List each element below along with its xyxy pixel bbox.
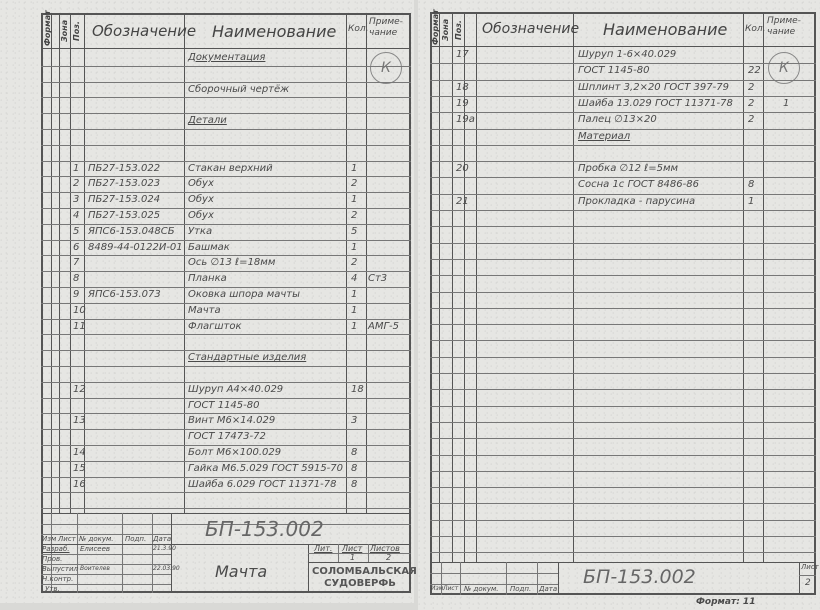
row-divider	[430, 536, 816, 537]
name-cell: Сосна 1с ГОСТ 8486-86	[578, 179, 699, 191]
name-cell: Палец ∅13×20	[578, 114, 657, 126]
label-sheet: Лист	[801, 563, 819, 571]
row-divider	[41, 287, 411, 288]
row-divider	[41, 303, 411, 304]
row-divider	[430, 455, 816, 456]
row-divider	[430, 389, 816, 390]
name-cell: Документация	[188, 52, 266, 63]
row-divider	[41, 477, 411, 478]
quantity-cell: 1	[351, 162, 358, 174]
quantity-cell: 1	[351, 304, 358, 316]
designation-cell: ПБ27-153.024	[88, 194, 161, 206]
row-divider	[41, 508, 411, 509]
name-cell: Флагшток	[188, 320, 242, 332]
row-divider	[41, 129, 411, 130]
row-divider	[430, 80, 816, 81]
position-number: 19	[456, 97, 469, 109]
col-divider	[573, 12, 574, 562]
row-divider	[430, 422, 816, 423]
document-number: БП-153.002	[205, 517, 324, 541]
position-number: 21	[456, 195, 469, 207]
col-header-note	[369, 17, 403, 39]
label-data: Дата	[539, 585, 558, 593]
col-header-qty: Кол.	[745, 24, 766, 34]
company-line-1: СОЛОМБАЛЬСКАЯ	[312, 566, 417, 577]
row-divider	[41, 398, 411, 399]
col-divider	[84, 13, 85, 513]
row-divider	[430, 259, 816, 260]
tb-row	[799, 575, 816, 576]
row-divider	[430, 503, 816, 504]
col-divider	[70, 13, 71, 513]
designation-cell: ПБ27-153.023	[88, 178, 161, 190]
row-divider	[41, 255, 411, 256]
row-divider	[41, 461, 411, 462]
header-divider	[41, 48, 411, 49]
label-ndocum: № докум.	[464, 585, 499, 593]
position-number: 15	[73, 462, 86, 474]
col-header-name: Наименование	[603, 20, 728, 39]
name-cell: Шайба 6.029 ГОСТ 11371-78	[188, 478, 337, 490]
quantity-cell: 2	[748, 114, 755, 126]
row-divider	[430, 406, 816, 407]
col-divider	[59, 13, 60, 513]
row-divider	[41, 240, 411, 241]
title-block-top	[41, 513, 411, 514]
name-cell: Детали	[188, 115, 227, 127]
row-divider	[430, 226, 816, 227]
name-cell: Планка	[188, 273, 227, 285]
name-cell: Шуруп А4×40.029	[188, 383, 284, 395]
row-divider	[430, 177, 816, 178]
quantity-cell: 8	[351, 478, 358, 490]
row-divider	[430, 292, 816, 293]
row-divider	[430, 552, 816, 553]
name-cell: Шуруп 1-6×40.029	[578, 49, 677, 60]
row-divider	[41, 429, 411, 430]
quantity-cell: 2	[748, 97, 755, 109]
row-divider	[430, 161, 816, 162]
quantity-cell: 2	[351, 257, 358, 269]
quantity-cell: 3	[351, 415, 358, 427]
row-divider	[430, 340, 816, 341]
row-divider	[430, 63, 816, 64]
row-divider	[430, 129, 816, 130]
name-cell: Шайба 13.029 ГОСТ 11371-78	[578, 97, 733, 109]
label-podp: Подп.	[125, 535, 147, 543]
header-divider	[430, 46, 816, 47]
col-divider	[476, 12, 477, 562]
name-cell: Винт М6×14.029	[188, 415, 276, 427]
row-divider	[430, 373, 816, 374]
position-number: 10	[73, 304, 86, 316]
label-lit: Лит.	[314, 544, 333, 553]
note-cell: АМГ-5	[368, 320, 400, 332]
name-cell: ГОСТ 17473-72	[188, 431, 266, 443]
name-cell: Прокладка - парусина	[578, 195, 696, 207]
col-divider	[464, 12, 465, 562]
row-divider	[41, 208, 411, 209]
position-number: 8	[73, 273, 80, 285]
quantity-cell: 1	[351, 289, 358, 300]
name-cell: ГОСТ 1145-80	[578, 65, 650, 77]
note-cell: Ст3	[368, 273, 388, 285]
name-cell: ГОСТ 1145-80	[188, 399, 260, 411]
label-ndocum: № докум.	[79, 535, 114, 543]
tb-col	[799, 562, 800, 595]
row-divider	[430, 308, 816, 309]
row-divider	[41, 66, 411, 67]
name-cell: Обух	[188, 178, 214, 190]
col-divider	[439, 12, 440, 562]
col-header-format: Формат	[431, 9, 440, 45]
row-divider	[430, 96, 816, 97]
position-number: 4	[73, 210, 80, 221]
quantity-cell: 2	[748, 81, 755, 93]
vypustil-date: 22.03.90	[153, 565, 180, 572]
position-number: 6	[73, 241, 80, 253]
quantity-cell: 5	[351, 225, 358, 237]
title-block-top	[430, 562, 816, 563]
col-divider	[184, 13, 185, 513]
name-cell: Шплинт 3,2×20 ГОСТ 397-79	[578, 81, 729, 93]
name-cell: Башмак	[188, 241, 230, 253]
row-divider	[430, 324, 816, 325]
quantity-cell: 8	[748, 179, 755, 191]
tb-col	[122, 513, 123, 593]
col-divider	[346, 13, 347, 513]
quantity-cell: 1	[351, 241, 358, 253]
label-list: Лист	[443, 585, 459, 592]
name-cell: Утка	[188, 225, 213, 237]
position-number: 18	[456, 81, 469, 93]
position-number: 1	[73, 162, 80, 174]
vypustil-name: Воителев	[80, 565, 110, 572]
quantity-cell: 2	[351, 178, 358, 190]
label-data: Дата	[153, 535, 172, 543]
tb-row	[308, 562, 411, 563]
position-number: 5	[73, 225, 80, 237]
label-list: Лист	[58, 535, 76, 543]
label-sheets: Листов	[370, 544, 400, 553]
row-divider	[41, 145, 411, 146]
position-number: 20	[456, 163, 469, 175]
tb-row	[308, 553, 411, 554]
position-number: 16	[73, 478, 86, 490]
tb-col	[558, 562, 559, 595]
tb-col	[152, 513, 153, 593]
label-utv: Утв.	[45, 585, 60, 593]
title-block-divider	[171, 513, 172, 593]
quantity-cell: 2	[351, 210, 358, 221]
note-header-line2: чание	[767, 27, 796, 37]
tb-col	[506, 562, 507, 595]
tb-col	[308, 544, 309, 593]
row-divider	[430, 471, 816, 472]
col-divider	[743, 12, 744, 562]
razrab-date: 21.3.90	[153, 545, 176, 552]
note-cell: 1	[783, 97, 790, 109]
position-number: 13	[73, 415, 86, 427]
quantity-cell: 18	[351, 383, 364, 395]
quantity-cell: 1	[748, 195, 755, 207]
position-number: 11	[73, 320, 86, 332]
name-cell: Болт М6×100.029	[188, 447, 282, 458]
col-header-designation: Обозначение	[92, 22, 197, 40]
row-divider	[41, 161, 411, 162]
position-number: 2	[73, 178, 80, 190]
col-divider	[763, 12, 764, 562]
company-line-2: СУДОВЕРФЬ	[324, 578, 396, 589]
name-cell: Оковка шпора мачты	[188, 289, 301, 300]
label-vypustil: Выпустил	[42, 565, 78, 573]
col-header-pos: Поз.	[454, 20, 463, 40]
position-number: 9	[73, 289, 80, 300]
row-divider	[430, 438, 816, 439]
row-divider	[41, 97, 411, 98]
name-cell: Обух	[188, 210, 214, 221]
col-header-format: Формат	[43, 10, 52, 46]
sheet-number: 2	[805, 578, 811, 588]
razrab-name: Елисеев	[80, 545, 111, 553]
row-divider	[41, 382, 411, 383]
designation-cell: ПБ27-153.025	[88, 210, 161, 221]
tb-row	[41, 524, 171, 525]
note-header-line1: Приме-	[767, 16, 801, 26]
row-divider	[41, 113, 411, 114]
position-number: 14	[73, 447, 86, 458]
quantity-cell: 4	[351, 273, 358, 285]
col-header-note	[767, 16, 801, 38]
item-name: Мачта	[215, 562, 268, 581]
name-cell: Стакан верхний	[188, 162, 273, 174]
label-nkontr: Н.контр.	[42, 575, 74, 583]
row-divider	[41, 350, 411, 351]
row-divider	[430, 145, 816, 146]
tb-row	[41, 584, 171, 585]
label-razrab: Разраб.	[42, 545, 70, 553]
label-sheet: Лист	[342, 544, 363, 553]
company-name	[312, 566, 417, 590]
row-divider	[41, 82, 411, 83]
col-header-name: Наименование	[212, 22, 337, 41]
row-divider	[430, 357, 816, 358]
format-label: Формат: 11	[696, 597, 756, 607]
name-cell: Ось ∅13 ℓ=18мм	[188, 257, 276, 269]
col-header-qty: Кол.	[348, 24, 369, 34]
quantity-cell: 22	[748, 65, 761, 77]
row-divider	[41, 192, 411, 193]
designation-cell: 8489-44-0122И-01	[88, 241, 183, 253]
label-prov: Пров.	[42, 555, 63, 563]
row-divider	[430, 243, 816, 244]
row-divider	[41, 176, 411, 177]
sheets-total: 2	[386, 553, 392, 562]
quantity-cell: 8	[351, 462, 358, 474]
col-header-zone: Зона	[441, 18, 450, 42]
row-divider	[41, 366, 411, 367]
row-divider	[430, 194, 816, 195]
row-divider	[41, 334, 411, 335]
row-divider	[430, 112, 816, 113]
name-cell: Мачта	[188, 304, 221, 316]
name-cell: Сборочный чертёж	[188, 83, 290, 95]
col-divider	[366, 13, 367, 513]
row-divider	[41, 271, 411, 272]
col-divider	[51, 13, 52, 513]
quantity-cell: 1	[351, 320, 358, 332]
designation-cell: ПБ27-153.022	[88, 162, 161, 174]
note-header-line2: чание	[369, 28, 398, 38]
designation-cell: ЯПС6-153.048СБ	[88, 225, 175, 237]
row-divider	[430, 210, 816, 211]
row-divider	[41, 319, 411, 320]
position-number: 17	[456, 49, 469, 60]
label-izm: Изм	[431, 585, 444, 592]
name-cell: Обух	[188, 194, 214, 206]
col-divider	[452, 12, 453, 562]
row-divider	[41, 492, 411, 493]
row-divider	[430, 275, 816, 276]
row-divider	[430, 487, 816, 488]
row-divider	[41, 224, 411, 225]
inspection-stamp: К	[370, 52, 402, 84]
note-header-line1: Приме-	[369, 17, 403, 27]
quantity-cell: 8	[351, 447, 358, 458]
row-divider	[41, 445, 411, 446]
row-divider	[430, 520, 816, 521]
position-number: 19а	[456, 114, 475, 126]
tb-col	[460, 562, 461, 595]
col-header-designation: Обозначение	[482, 21, 580, 37]
document-number: БП-153.002	[583, 566, 696, 588]
name-cell: Гайка М6.5.029 ГОСТ 5915-70	[188, 462, 344, 474]
position-number: 12	[73, 383, 86, 395]
inspection-stamp: К	[768, 52, 800, 84]
sheet-number: 1	[350, 553, 356, 562]
tb-col	[537, 562, 538, 595]
row-divider	[41, 413, 411, 414]
designation-cell: ЯПС6-153.073	[88, 289, 161, 300]
label-izm: Изм	[42, 535, 57, 543]
label-podp: Подп.	[510, 585, 532, 593]
col-header-zone: Зона	[60, 19, 69, 43]
specification-sheet-2	[418, 0, 820, 610]
position-number: 7	[73, 257, 80, 269]
name-cell: Материал	[578, 130, 631, 142]
name-cell: Пробка ∅12 ℓ=5мм	[578, 163, 679, 175]
position-number: 3	[73, 194, 80, 206]
tb-row	[430, 573, 558, 574]
col-header-pos: Поз.	[72, 21, 81, 41]
name-cell: Стандартные изделия	[188, 352, 307, 364]
quantity-cell: 1	[351, 194, 358, 206]
tb-col	[77, 513, 78, 593]
